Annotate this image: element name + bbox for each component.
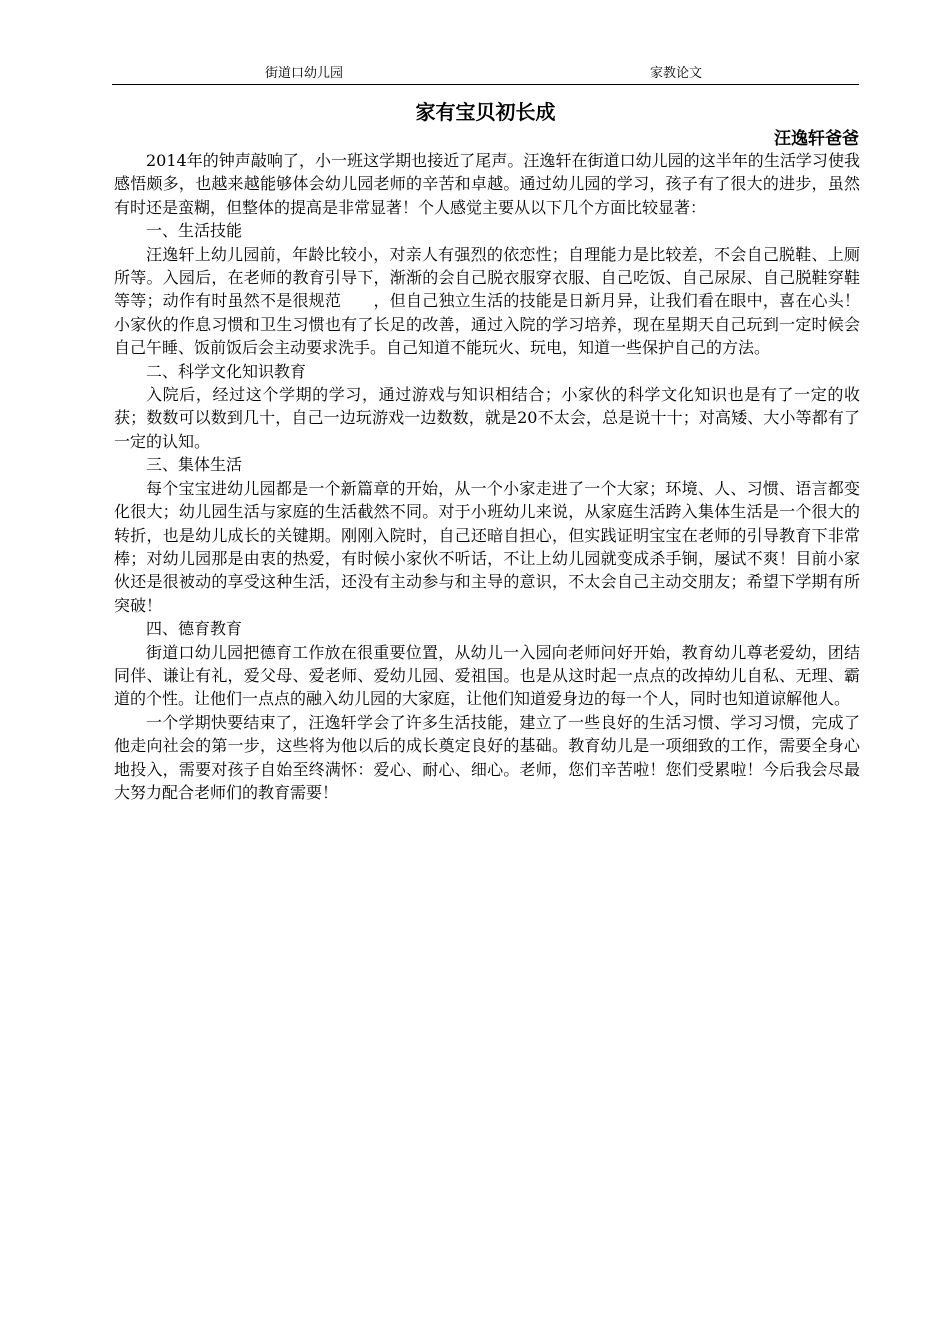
paragraph-group-life: 每个宝宝进幼儿园都是一个新篇章的开始，从一个小家走进了一个大家；环境、人、习惯、语言都变化很大；幼儿园生活与家庭的生活截然不同。对于小班幼儿来说，从家庭生活跨入集体生活是一个很大的转折，也是幼儿成长的关键期。刚刚入院时，自己还暗自担心，但实践证明宝宝在老师的引导教育下非常棒；对幼儿园那是由衷的热爱，有时候小家伙不听话，不让上幼儿园就变成杀手锏，屡试不爽！目前小家伙还是很被动的享受这种生活，还没有主动参与和主导的意识，不太会自己主动交朋友；希望下学期有所突破！ [114,478,860,615]
section-heading-group-life: 三、集体生活 [146,455,243,475]
header-document-type: 家教论文 [650,66,703,81]
page-header [112,64,859,85]
header-school-name: 街道口幼儿园 [265,66,344,81]
paragraph-conclusion: 一个学期快要结束了，汪逸轩学会了许多生活技能，建立了一些良好的生活习惯、学习习惯，完成了他走向社会的第一步，这些将为他以后的成长奠定良好的基础。教育幼儿是一项细致的工作，需要全身心地投入，需要对孩子自始至终满怀：爱心、耐心、细心。老师，您们辛苦啦！您们受累啦！今后我会尽最大努力配合老师们的教育需要！ [114,712,860,802]
section-heading-moral-education: 四、德育教育 [146,619,243,639]
document-title: 家有宝贝初长成 [415,100,556,124]
paragraph-intro: 2014年的钟声敲响了，小一班这学期也接近了尾声。汪逸轩在街道口幼儿园的这半年的生活学习使我感悟颇多，也越来越能够体会幼儿园老师的辛苦和卓越。通过幼儿园的学习，孩子有了很大的进步，虽然有时还是蛮糊，但整体的提高是非常显著！个人感觉主要从以下几个方面比较显著： [114,151,860,217]
paragraph-life-skills: 汪逸轩上幼儿园前，年龄比较小，对亲人有强烈的依恋性；自理能力是比较差，不会自己脱鞋、上厕所等。入园后，在老师的教育引导下，渐渐的会自己脱衣服穿衣服、自己吃饭、自己尿尿、自己脱鞋穿鞋等等；动作有时虽然不是很规范 ，但自己独立生活的技能是日新月异，让我们看在眼中，喜在心头！小家伙的作息习惯和卫生习惯也有了长足的改善，通过入院的学习培养，现在星期天自己玩到一定时候会自己午睡、饭前饭后会主动要求洗手。自己知道不能玩火、玩电，知道一些保护自己的方法。 [114,244,860,358]
document-body [114,149,860,804]
document-author: 汪逸轩爸爸 [774,129,859,149]
paragraph-science-education: 入院后，经过这个学期的学习，通过游戏与知识相结合；小家伙的科学文化知识也是有了一定的收获；数数可以数到几十，自己一边玩游戏一边数数，就是20不太会，总是说十十；对高矮、大小等都有了一定的认知。 [114,385,860,451]
section-heading-life-skills: 一、生活技能 [146,221,243,241]
paragraph-moral-education: 街道口幼儿园把德育工作放在很重要位置，从幼儿一入园向老师问好开始，教育幼儿尊老爱幼，团结同伴、谦让有礼，爱父母、爱老师、爱幼儿园、爱祖国。也是从这时起一点点的改掉幼儿自私、无理、霸道的个性。让他们一点点的融入幼儿园的大家庭，让他们知道爱身边的每一个人，同时也知道谅解他人。 [114,642,860,709]
section-heading-science-education: 二、科学文化知识教育 [146,361,307,381]
